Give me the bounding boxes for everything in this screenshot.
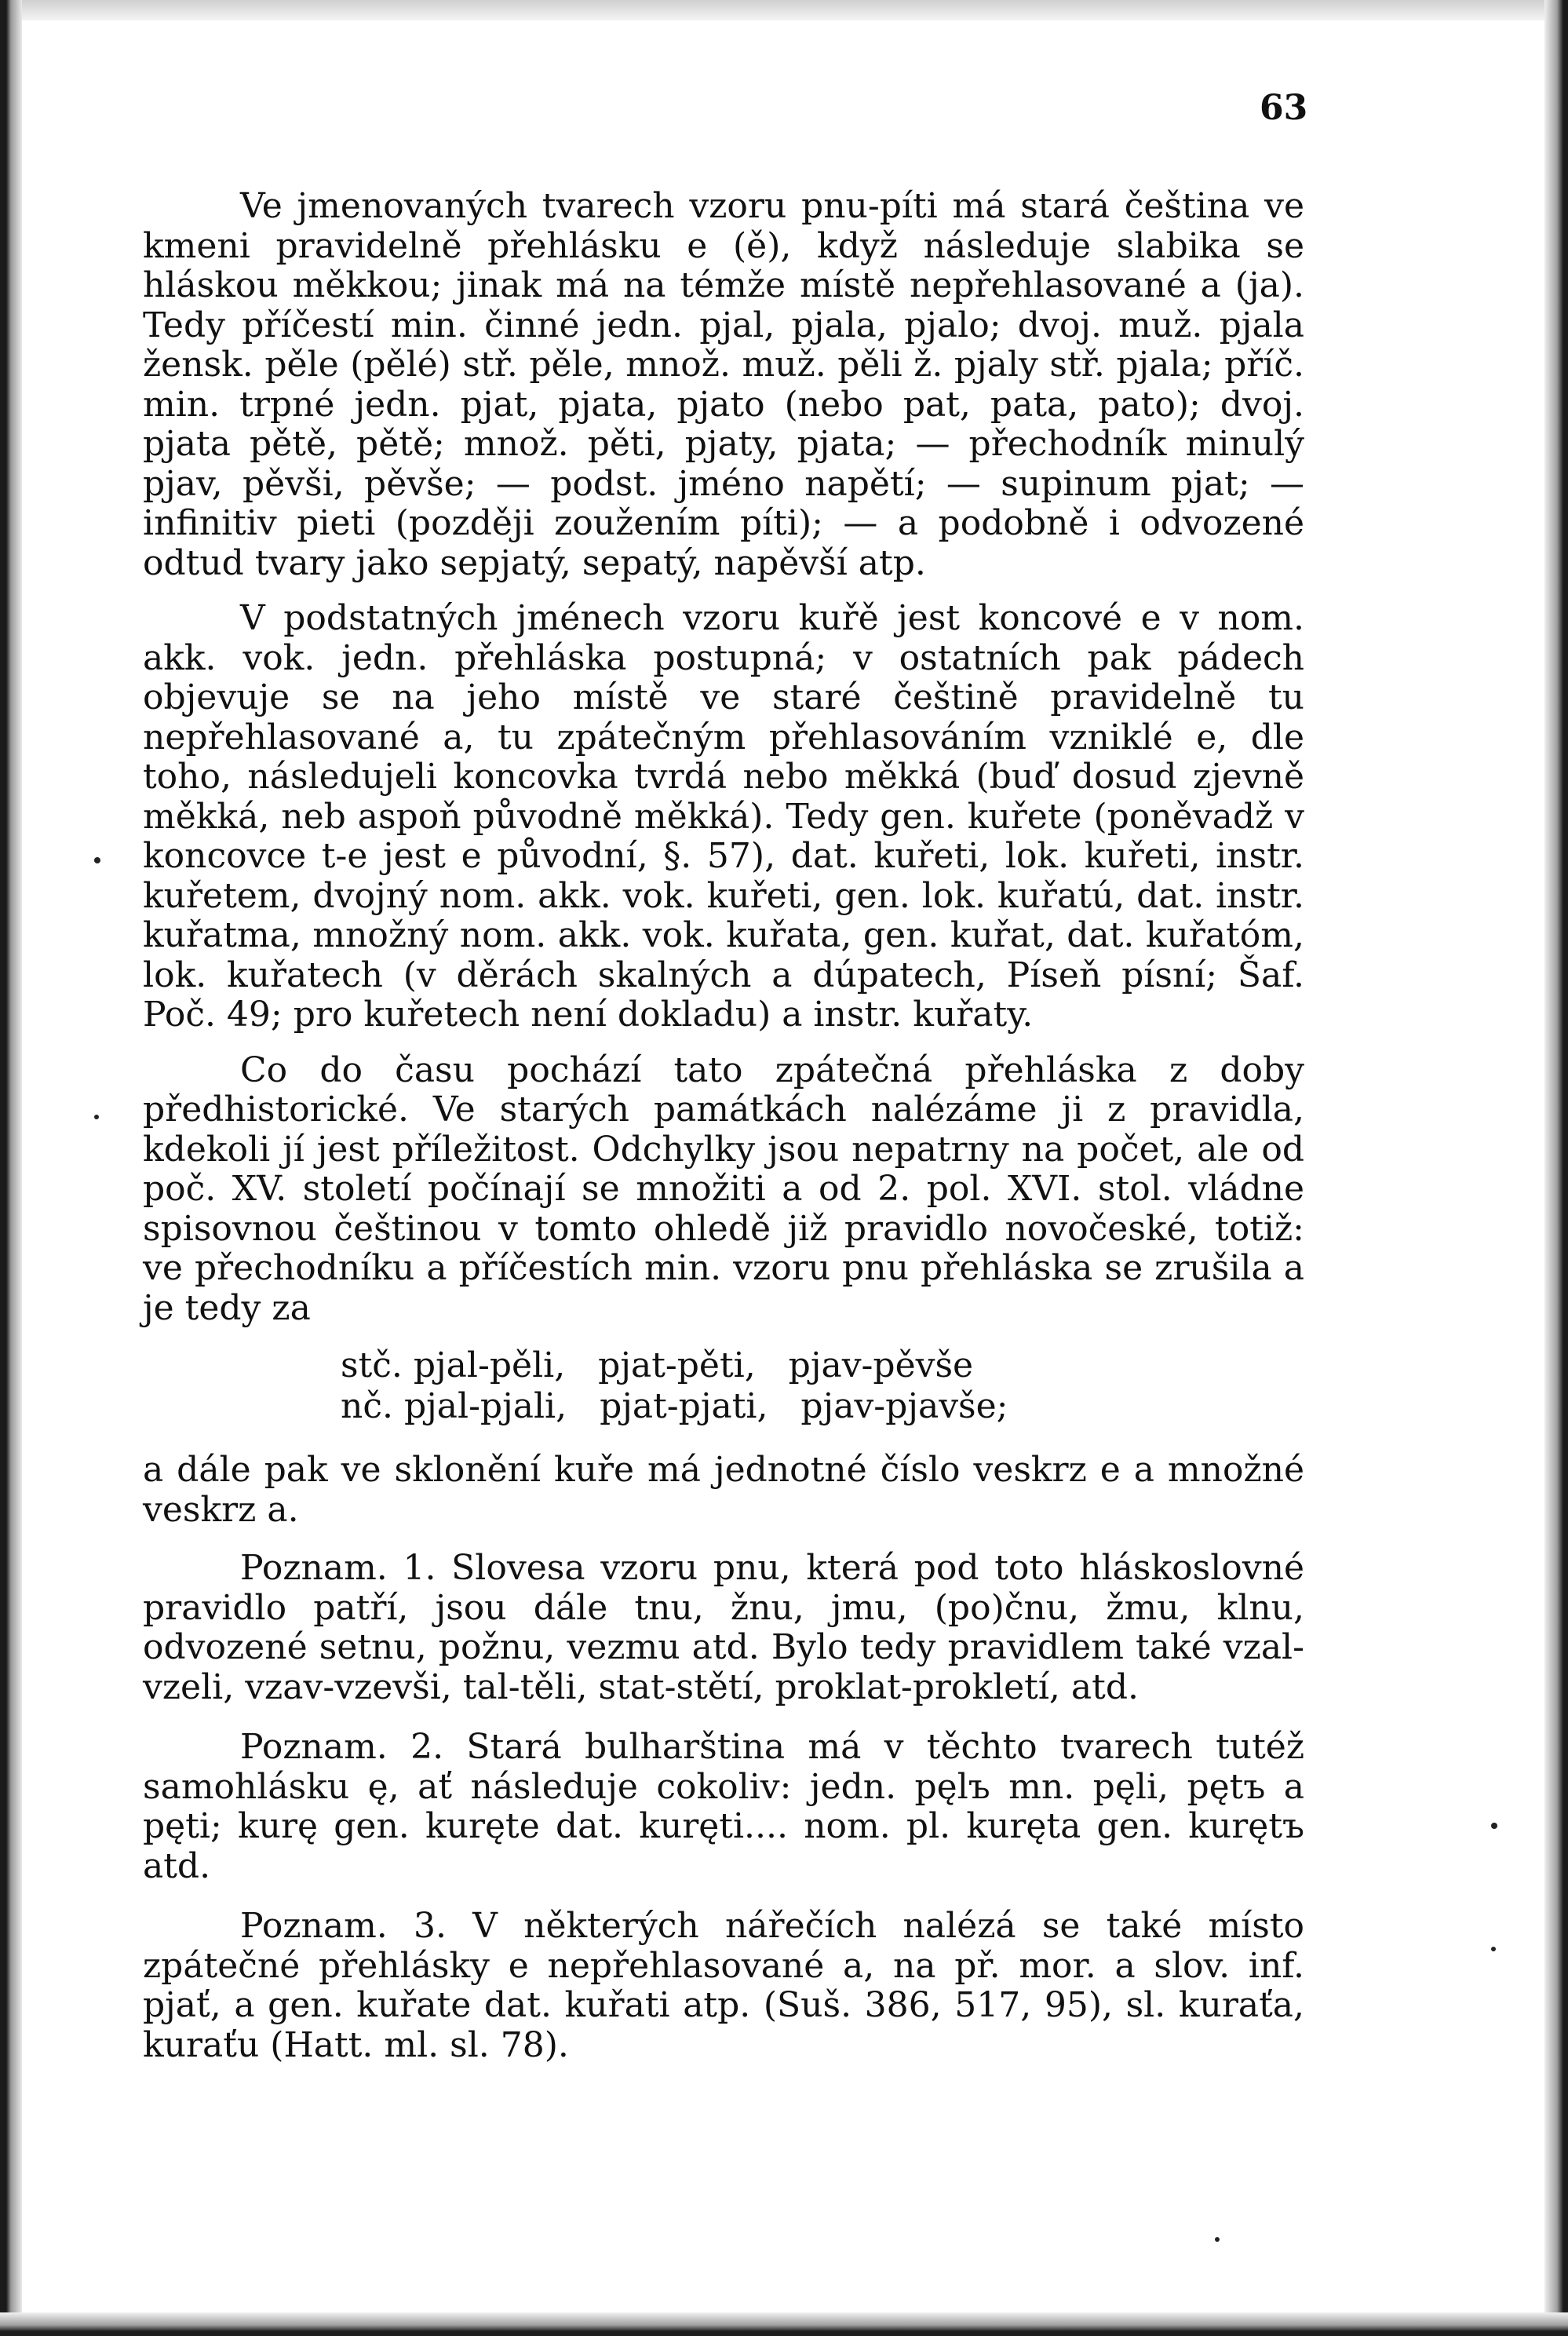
speck-mark — [94, 1115, 99, 1119]
note-1: Poznam. 1. Slovesa vzoru pnu, která pod toto hláskoslovné pravidlo patří, jsou dále tnu, žnu, jmu, (po)čnu, žmu, klnu, odvozené setnu, požnu, vezmu atd. Bylo tedy pravidlem také vzal-vzeli, vzav-vzevši, tal-těli, stat-stětí, proklat-prokletí, atd. — [143, 1548, 1304, 1707]
speck-mark — [1215, 2237, 1220, 2242]
page-right-edge — [1544, 0, 1568, 2336]
paragraph-3: Co do času pochází tato zpátečná přehláska z doby předhistorické. Ve starých památkách nalézáme ji z pravidla, kdekoli jí jest příležitost. Odchylky jsou nepatrny na počet, ale od poč. XV. století počínají se množiti a od 2. pol. XVI. stol. vládne spisovnou češtinou v tomto ohledě již pravidlo novočeské, totiž: ve přechodníku a příčestích min. vzoru pnu přehláska se zrušila a je tedy za — [143, 1049, 1304, 1328]
speck-mark — [94, 857, 100, 863]
speck-mark — [1491, 1947, 1496, 1951]
page-bottom-edge — [0, 2312, 1568, 2336]
page-number: 63 — [1260, 88, 1308, 128]
notes — [143, 1549, 1304, 2065]
page-left-edge — [0, 0, 22, 2336]
note-2: Poznam. 2. Stará bulharština má v těchto tvarech tutéž samohlásku ę, ať následuje cokoliv: jedn. pęlъ mn. pęli, pętъ a pęti; kurę gen. kuręte dat. kuręti.... nom. pl. kuręta gen. kurętъ atd. — [143, 1727, 1304, 1886]
paragraph-1: Ve jmenovaných tvarech vzoru pnu-píti má stará čeština ve kmeni pravidelně přehlásku e (ě), když následuje slabika se hláskou měkkou; jinak má na témže místě nepřehlasované a (ja). Tedy příčestí min. činné jedn. pjal, pjala, pjalo; dvoj. muž. pjala žensk. pěle (pělé) stř. pěle, množ. muž. pěli ž. pjaly stř. pjala; příč. min. trpné jedn. pjat, pjata, pjato (nebo pat, pata, pato); dvoj. pjata pětě, pětě; množ. pěti, pjaty, pjata; — přechodník minulý pjav, pěvši, pěvše; — podst. jméno napětí; — supinum pjat; — infinitiv pieti (později zoužením píti); — a podobně i odvozené odtud tvary jako sepjatý, sepatý, napěvší atp. — [143, 186, 1304, 583]
forms-comparison — [341, 1345, 1304, 1427]
paragraph-continuation: a dále pak ve sklonění kuře má jednotné číslo veskrz e a množné veskrz a. — [143, 1450, 1304, 1530]
page-top-edge — [0, 0, 1568, 20]
note-3: Poznam. 3. V některých nářečích nalézá se také místo zpátečné přehlásky e nepřehlasované a, na př. mor. a slov. inf. pjať, a gen. kuřate dat. kuřati atp. (Suš. 386, 517, 95), sl. kuraťa, kuraťu (Hatt. ml. sl. 78). — [143, 1906, 1304, 2065]
body-text — [143, 187, 1304, 2086]
speck-mark — [1491, 1823, 1497, 1829]
paragraph-2: V podstatných jménech vzoru kuřě jest koncové e v nom. akk. vok. jedn. přehláska postupná; v ostatních pak pádech objevuje se na jeho místě ve staré češtině pravidelně tu nepřehlasované a, tu zpátečným přehlasováním vzniklé e, dle toho, následujeli koncovka tvrdá nebo měkká (buď dosud zjevně měkká, neb aspoň původně měkká). Tedy gen. kuřete (poněvadž v koncovce t-e jest e původní, §. 57), dat. kuřeti, lok. kuřeti, instr. kuřetem, dvojný nom. akk. vok. kuřeti, gen. lok. kuřatú, dat. instr. kuřatma, množný nom. akk. vok. kuřata, gen. kuřat, dat. kuřatóm, lok. kuřatech (v děrách skalných a dúpatech, Píseň písní; Šaf. Poč. 49; pro kuřetech není dokladu) a instr. kuřaty. — [143, 598, 1304, 1035]
forms-row-old-czech: stč. pjal-pěli, pjat-pěti, pjav-pěvše — [341, 1345, 974, 1385]
forms-row-new-czech: nč. pjal-pjali, pjat-pjati, pjav-pjavše; — [341, 1386, 1008, 1426]
